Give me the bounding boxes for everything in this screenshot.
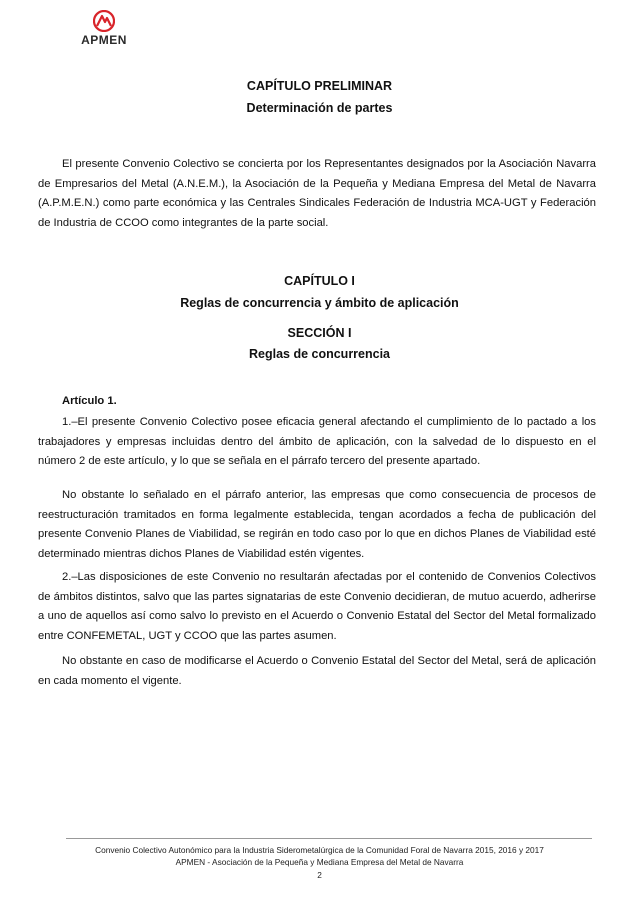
article-paragraph [38, 413, 596, 472]
article-paragraph-text: 2.–Las disposiciones de este Convenio no resultarán afectadas por el contenido de Convenios Colectivos de ámbitos distintos, salvo que las partes signatarias de este Convenio decidieran, de mutuo acuerdo, adherirse a uno de aquellos así como salvo lo previsto en el Acuerdo o Convenio Estatal del Sector del Metal formalizado entre CONFEMETAL, UGT y CCOO que las partes asumen. [38, 571, 596, 642]
logo-text: APMEN [81, 33, 127, 47]
article-paragraph-text: No obstante lo señalado en el párrafo anterior, las empresas que como consecuencia de procesos de reestructuración tramitados en forma legalmente establecida, tengan acordados a fecha de publicación del presente Convenio Planes de Viabilidad, se regirán en todo caso por lo que en dichos Planes de Viabilidad esté determinado mientras dichos Planes de Viabilidad estén vigentes. [38, 489, 596, 560]
preliminary-chapter-title: Determinación de partes [246, 101, 393, 115]
article-paragraph [38, 652, 596, 691]
footer-title: Convenio Colectivo Autonómico para la Industria Siderometalúrgica de la Comunidad Foral de Navarra 2015, 2016 y 2017 [95, 845, 544, 855]
chapter-heading: CAPÍTULO I [284, 274, 355, 288]
footer-organization: APMEN - Asociación de la Pequeña y Mediana Empresa del Metal de Navarra [175, 857, 464, 867]
preliminary-paragraph [38, 155, 596, 233]
chapter-title: Reglas de concurrencia y ámbito de aplicación [180, 296, 459, 310]
footer-divider [66, 838, 592, 839]
article-paragraph [38, 486, 596, 564]
article-heading: Artículo 1. [62, 395, 117, 407]
apmen-emblem-icon [93, 10, 115, 32]
article-paragraph-text: No obstante en caso de modificarse el Acuerdo o Convenio Estatal del Sector del Metal, será de aplicación en cada momento el vigente. [38, 655, 596, 687]
article-paragraph-text: 1.–El presente Convenio Colectivo posee eficacia general afectando el cumplimiento de lo pactado a los trabajadores y empresas incluidas dentro del ámbito de aplicación, con la salvedad de lo dispuesto en el número 2 de este artículo, y lo que se señala en el párrafo tercero del presente apartado. [38, 416, 596, 468]
preliminary-paragraph-text: El presente Convenio Colectivo se concierta por los Representantes designados por la Asociación Navarra de Empresarios del Metal (A.N.E.M.), la Asociación de la Pequeña y Mediana Empresa del Metal de Navarra (A.P.M.E.N.) como parte económica y las Centrales Sindicales Federación de Industria MCA‐UGT y Federación de Industria de CCOO como integrantes de la parte social. [38, 158, 596, 229]
article-paragraph [38, 568, 596, 646]
section-title: Reglas de concurrencia [248, 347, 391, 361]
page-number: 2 [317, 870, 322, 880]
section-heading: SECCIÓN I [287, 326, 352, 340]
preliminary-chapter-heading: CAPÍTULO PRELIMINAR [246, 79, 393, 93]
apmen-logo [76, 10, 132, 50]
